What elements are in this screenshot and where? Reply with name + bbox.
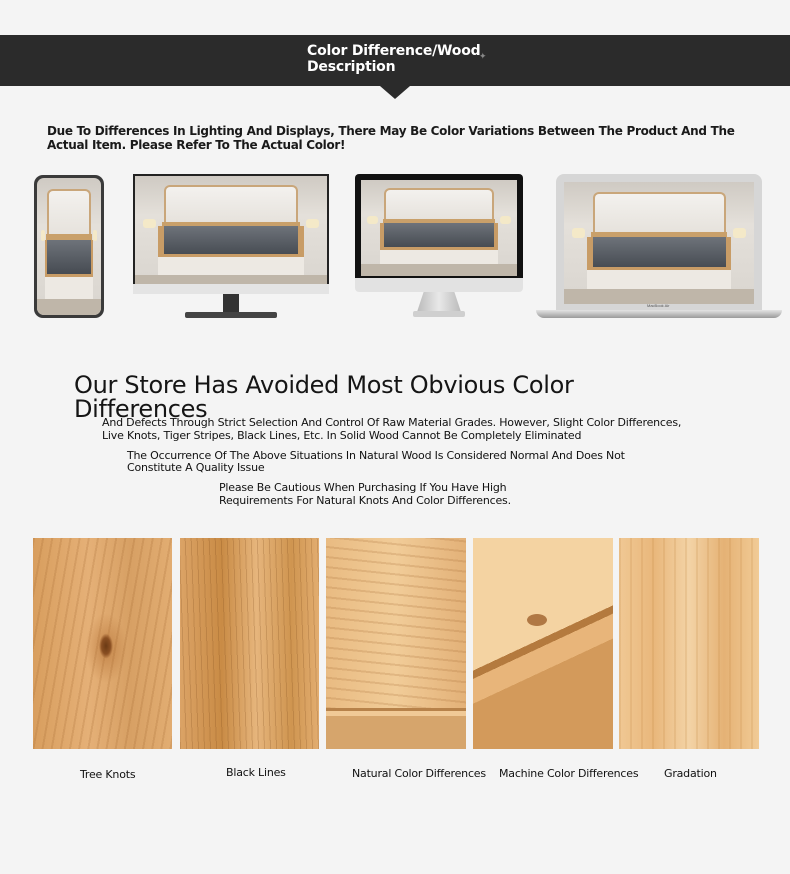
section-paragraph-1: And Defects Through Strict Selection And Control Of Raw Material Grades. However, Slight Color Differences, Live Knots, Tiger Stripes, Black Lines, Etc. In Solid Wood Cannot Be Completely Eliminated bbox=[102, 416, 682, 442]
wood-label-machine-color: Machine Color Differences bbox=[499, 767, 639, 780]
wood-label-tree-knots: Tree Knots bbox=[80, 768, 136, 781]
phone-screen bbox=[37, 178, 101, 315]
wood-label-natural-color: Natural Color Differences bbox=[352, 767, 486, 780]
wood-sample-natural-color bbox=[326, 538, 466, 749]
title-banner bbox=[0, 35, 790, 86]
monitor-device-image bbox=[133, 174, 329, 320]
wood-sample-tree-knots bbox=[33, 538, 172, 749]
wood-sample-gradation bbox=[619, 538, 759, 749]
wood-label-gradation: Gradation bbox=[664, 767, 717, 780]
laptop-badge: MacBook Air bbox=[647, 303, 670, 308]
wood-sample-black-lines bbox=[180, 538, 319, 749]
section-heading: Our Store Has Avoided Most Obvious Color Differences bbox=[74, 371, 574, 423]
wood-label-black-lines: Black Lines bbox=[226, 766, 286, 779]
color-notice-text: Due To Differences In Lighting And Displays, There May Be Color Variations Between The Product And The Actual Item. Please Refer To The Actual Color! bbox=[47, 124, 735, 152]
wood-sample-machine-color bbox=[473, 538, 613, 749]
imac-device-image bbox=[355, 174, 523, 320]
banner-title: Color Difference/Wood Description bbox=[307, 43, 481, 75]
laptop-device-image bbox=[536, 174, 782, 320]
banner-pointer-arrow bbox=[380, 86, 410, 99]
laptop-screen bbox=[564, 182, 754, 304]
decorative-dot-icon: ✦ bbox=[479, 51, 487, 61]
phone-device-image bbox=[34, 175, 104, 318]
imac-screen bbox=[361, 180, 517, 276]
section-paragraph-2: The Occurrence Of The Above Situations In Natural Wood Is Considered Normal And Does Not Constitute A Quality Issue bbox=[127, 449, 625, 474]
monitor-screen bbox=[135, 176, 327, 288]
section-paragraph-3: Please Be Cautious When Purchasing If You Have High Requirements For Natural Knots And Color Differences. bbox=[219, 481, 511, 507]
